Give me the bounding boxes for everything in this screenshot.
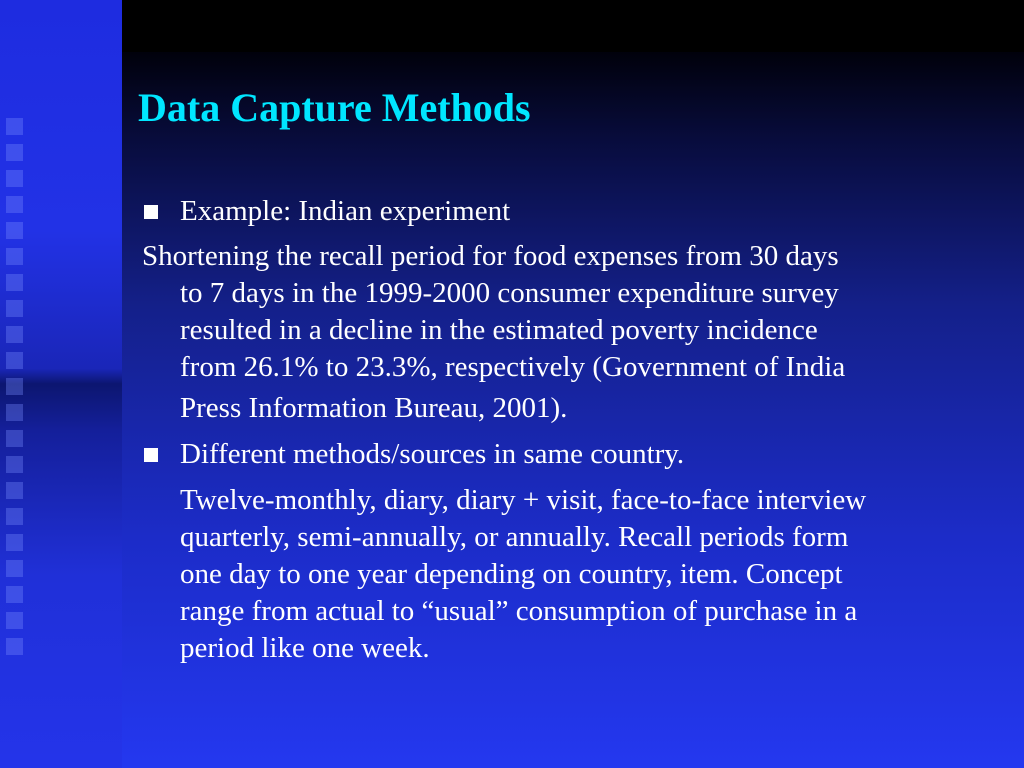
paragraph-line: resulted in a decline in the estimated poverty incidence [180, 314, 818, 346]
bullet-text: Example: Indian experiment [180, 195, 511, 227]
paragraph-line: period like one week. [180, 632, 430, 664]
paragraph-line: Shortening the recall period for food expenses from 30 days [142, 240, 839, 272]
bullet-square-icon [144, 448, 158, 462]
slide-title: Data Capture Methods [138, 85, 531, 130]
paragraph-line: range from actual to “usual” consumption of purchase in a [180, 595, 858, 627]
bullet-text: Different methods/sources in same country. [180, 438, 685, 470]
paragraph-line: one day to one year depending on country, item. Concept [180, 558, 843, 590]
bullet-square-icon [144, 205, 158, 219]
paragraph-line: Twelve-monthly, diary, diary + visit, face-to-face interview [180, 484, 867, 516]
paragraph-line: Press Information Bureau, 2001). [180, 392, 568, 424]
paragraph-line: quarterly, semi-annually, or annually. Recall periods form [180, 521, 849, 553]
paragraph-line: from 26.1% to 23.3%, respectively (Government of India [180, 351, 846, 383]
paragraph-line: to 7 days in the 1999-2000 consumer expenditure survey [180, 277, 839, 309]
